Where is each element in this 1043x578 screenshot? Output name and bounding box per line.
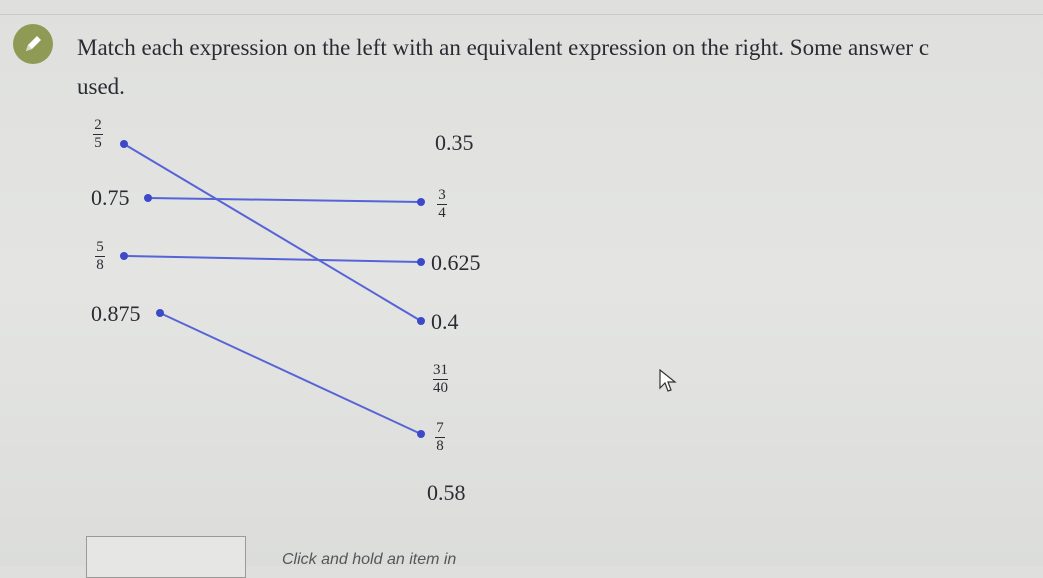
right-item-0-625[interactable]: 0.625 xyxy=(431,250,481,275)
answer-drop-box[interactable] xyxy=(86,536,246,578)
denominator: 4 xyxy=(438,205,446,221)
numerator: 2 xyxy=(94,117,102,133)
right-anchor-dot[interactable] xyxy=(417,258,425,266)
connection-L3-R3[interactable] xyxy=(124,256,421,262)
denominator: 8 xyxy=(96,257,104,273)
connection-L4-R6[interactable] xyxy=(160,313,421,434)
numerator: 7 xyxy=(436,420,444,436)
connection-L1-R4[interactable] xyxy=(124,144,421,321)
left-item-0-75[interactable]: 0.75 xyxy=(91,185,130,210)
right-anchor-dot[interactable] xyxy=(417,430,425,438)
instructions-line-1: Match each expression on the left with an equivalent expression on the right. Some answer c xyxy=(77,35,930,60)
right-item-0-58[interactable]: 0.58 xyxy=(427,480,466,505)
left-anchor-dot[interactable] xyxy=(120,252,128,260)
left-anchor-dot[interactable] xyxy=(144,194,152,202)
right-item-0-35[interactable]: 0.35 xyxy=(435,130,474,155)
mouse-pointer-icon xyxy=(659,369,681,400)
denominator: 40 xyxy=(433,380,448,396)
right-anchor-dot[interactable] xyxy=(417,198,425,206)
denominator: 5 xyxy=(94,135,102,151)
right-anchor-dot[interactable] xyxy=(417,317,425,325)
numerator: 31 xyxy=(433,362,448,378)
instructions-line-2: used. xyxy=(77,74,125,99)
right-item-0-4[interactable]: 0.4 xyxy=(431,309,459,334)
denominator: 8 xyxy=(436,438,444,454)
drag-hint-text: Click and hold an item in xyxy=(282,551,457,568)
left-anchor-dot[interactable] xyxy=(120,140,128,148)
numerator: 3 xyxy=(438,187,446,203)
numerator: 5 xyxy=(96,239,104,255)
connection-L2-R2[interactable] xyxy=(148,198,421,202)
left-anchor-dot[interactable] xyxy=(156,309,164,317)
left-item-0-875[interactable]: 0.875 xyxy=(91,301,141,326)
